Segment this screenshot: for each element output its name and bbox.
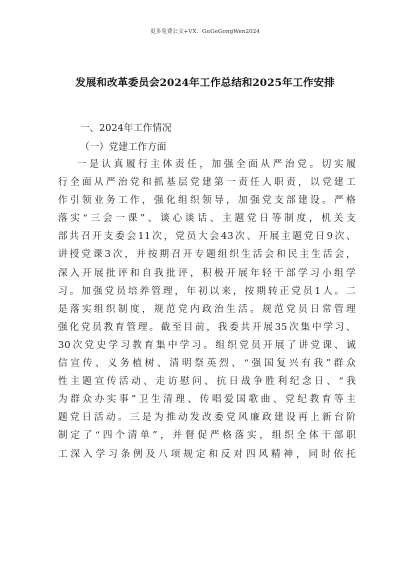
body-line: 题党日活动。三是为推动发改委党风廉政建设再上新台阶 bbox=[58, 412, 356, 424]
subsection-heading: （一）党建工作方面 bbox=[80, 142, 167, 153]
body-line: 制定了“四个清单”，并督促严格落实，组织全体干部职 bbox=[58, 430, 356, 442]
header-note: 更多免费公文+VX：GuGeGongWen2024 bbox=[150, 29, 260, 35]
body-paragraph bbox=[58, 156, 356, 464]
body-line: 为群众办实事”卫生清理、传唱爱国歌曲、党纪教育等主 bbox=[58, 394, 356, 406]
body-line: 信宣传、义务植树、清明祭英烈、“强国复兴有我”群众 bbox=[58, 358, 356, 370]
body-line: 行全面从严治党和抓基层党建第一责任人职责，以党建工 bbox=[58, 177, 356, 189]
body-line: 作引领业务工作，强化组织领导，加强党支部建设。严格 bbox=[58, 195, 356, 207]
body-line: 是落实组织制度，规范党内政治生活。规范党员日常管理 bbox=[58, 303, 356, 315]
body-line: 深入开展批评和自我批评，积极开展年轻干部学习小组学 bbox=[58, 267, 356, 279]
body-line: 习。加强党员培养管理，年初以来，按期转正党员1人。二 bbox=[58, 285, 356, 297]
body-line: 30次党史学习教育集中学习。组织党员开展了讲党课、诚 bbox=[58, 339, 356, 351]
body-line: 工深入学习条例及八项规定和反对四风精神，同时依托 bbox=[58, 448, 356, 460]
document-title: 发展和改革委员会2024年工作总结和2025年工作安排 bbox=[75, 77, 335, 89]
body-line: 强化党员教育管理。截至目前，我委共开展35次集中学习、 bbox=[58, 321, 356, 333]
section-heading: 一、2024年工作情况 bbox=[80, 123, 172, 134]
body-line: 性主题宣传活动、走访慰问、抗日战争胜利纪念日、“我 bbox=[58, 376, 356, 388]
body-line: 部共召开支委会11次，党员大会43次、开展主题党日9次、 bbox=[58, 231, 356, 243]
body-line: 讲授党课3次，并按期召开专题组织生活会和民主生活会， bbox=[58, 249, 356, 261]
body-line: 落实“三会一课”、谈心谈话、主题党日等制度，机关支 bbox=[58, 213, 356, 225]
body-line: 一是认真履行主体责任，加强全面从严治党。切实履 bbox=[77, 159, 356, 170]
